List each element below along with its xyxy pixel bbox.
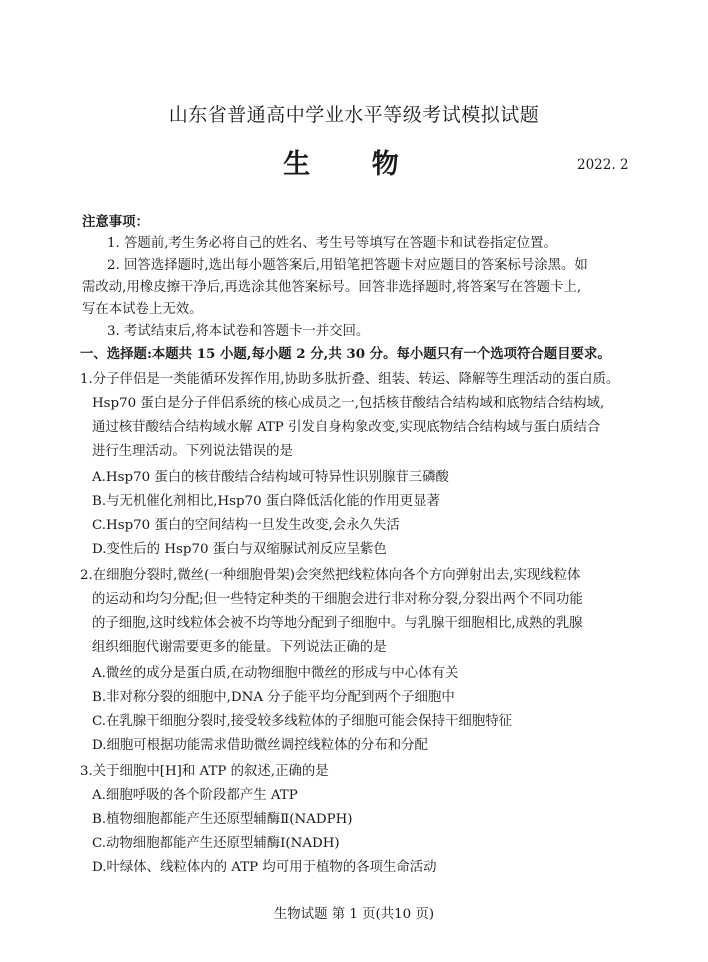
notice-line: 需改动,用橡皮擦干净后,再选涂其他答案标号。回答非选择题时,将答案写在答题卡上, xyxy=(82,280,582,295)
section-heading: 一、选择题:本题共 15 小题,每小题 2 分,共 30 分。每小题只有一个选项符合题目要求。 xyxy=(80,346,611,362)
exam-date: 2022. 2 xyxy=(577,157,629,173)
answer-option: D.细胞可根据功能需求借助微丝调控线粒体的分布和分配 xyxy=(92,738,428,753)
subject-title: 生 物 xyxy=(283,149,425,180)
notice-line: 3. 考试结束后,将本试卷和答题卡一并交回。 xyxy=(107,324,370,339)
answer-option: C.Hsp70 蛋白的空间结构一旦发生改变,会永久失活 xyxy=(92,518,400,533)
answer-option: B.植物细胞都能产生还原型辅酶Ⅱ(NADPH) xyxy=(92,812,353,827)
question-stem: 2.在细胞分裂时,微丝(一种细胞骨架)会突然把线粒体向各个方向弹射出去,实现线粒体 xyxy=(80,568,581,583)
answer-option: A.Hsp70 蛋白的核苷酸结合结构域可特异性识别腺苷三磷酸 xyxy=(92,470,449,485)
answer-option: D.叶绿体、线粒体内的 ATP 均可用于植物的各项生命活动 xyxy=(92,860,437,875)
notice-line: 1. 答题前,考生务必将自己的姓名、考生号等填写在答题卡和试卷指定位置。 xyxy=(107,236,557,251)
answer-option: B.非对称分裂的细胞中,DNA 分子能平均分配到两个子细胞中 xyxy=(92,690,455,705)
page-footer: 生物试题 第 1 页(共10 页) xyxy=(273,907,435,922)
question-stem: 的子细胞,这时线粒体会被不均等地分配到子细胞中。与乳腺干细胞相比,成熟的乳腺 xyxy=(92,616,583,631)
answer-option: D.变性后的 Hsp70 蛋白与双缩脲试剂反应呈紫色 xyxy=(92,542,387,557)
notice-heading: 注意事项： xyxy=(82,214,149,230)
question-stem: 组织细胞代谢需要更多的能量。下列说法正确的是 xyxy=(92,640,387,655)
notice-line: 写在本试卷上无效。 xyxy=(82,302,203,317)
answer-option: C.在乳腺干细胞分裂时,接受较多线粒体的子细胞可能会保持干细胞特征 xyxy=(92,714,512,729)
notice-line: 2. 回答选择题时,选出每小题答案后,用铅笔把答题卡对应题目的答案标号涂黑。如 xyxy=(107,258,588,273)
question-stem: 的运动和均匀分配;但一些特定种类的干细胞会进行非对称分裂,分裂出两个不同功能 xyxy=(92,592,583,607)
answer-option: A.细胞呼吸的各个阶段都产生 ATP xyxy=(92,788,298,803)
answer-option: B.与无机催化剂相比,Hsp70 蛋白降低活化能的作用更显著 xyxy=(92,494,440,509)
question-stem: 通过核苷酸结合结构域水解 ATP 引发自身构象改变,实现底物结合结构域与蛋白质结合 xyxy=(92,420,601,435)
answer-option: A.微丝的成分是蛋白质,在动物细胞中微丝的形成与中心体有关 xyxy=(92,666,459,681)
question-stem: 3.关于细胞中[H]和 ATP 的叙述,正确的是 xyxy=(80,764,329,779)
question-stem: Hsp70 蛋白是分子伴侣系统的核心成员之一,包括核苷酸结合结构域和底物结合结构域, xyxy=(92,396,605,411)
answer-option: C.动物细胞都能产生还原型辅酶Ⅰ(NADH) xyxy=(92,836,340,851)
exam-title: 山东省普通高中学业水平等级考试模拟试题 xyxy=(168,104,540,126)
question-stem: 进行生理活动。下列说法错误的是 xyxy=(92,444,293,459)
question-stem: 1.分子伴侣是一类能循环发挥作用,协助多肽折叠、组装、转运、降解等生理活动的蛋白质。 xyxy=(80,372,620,387)
